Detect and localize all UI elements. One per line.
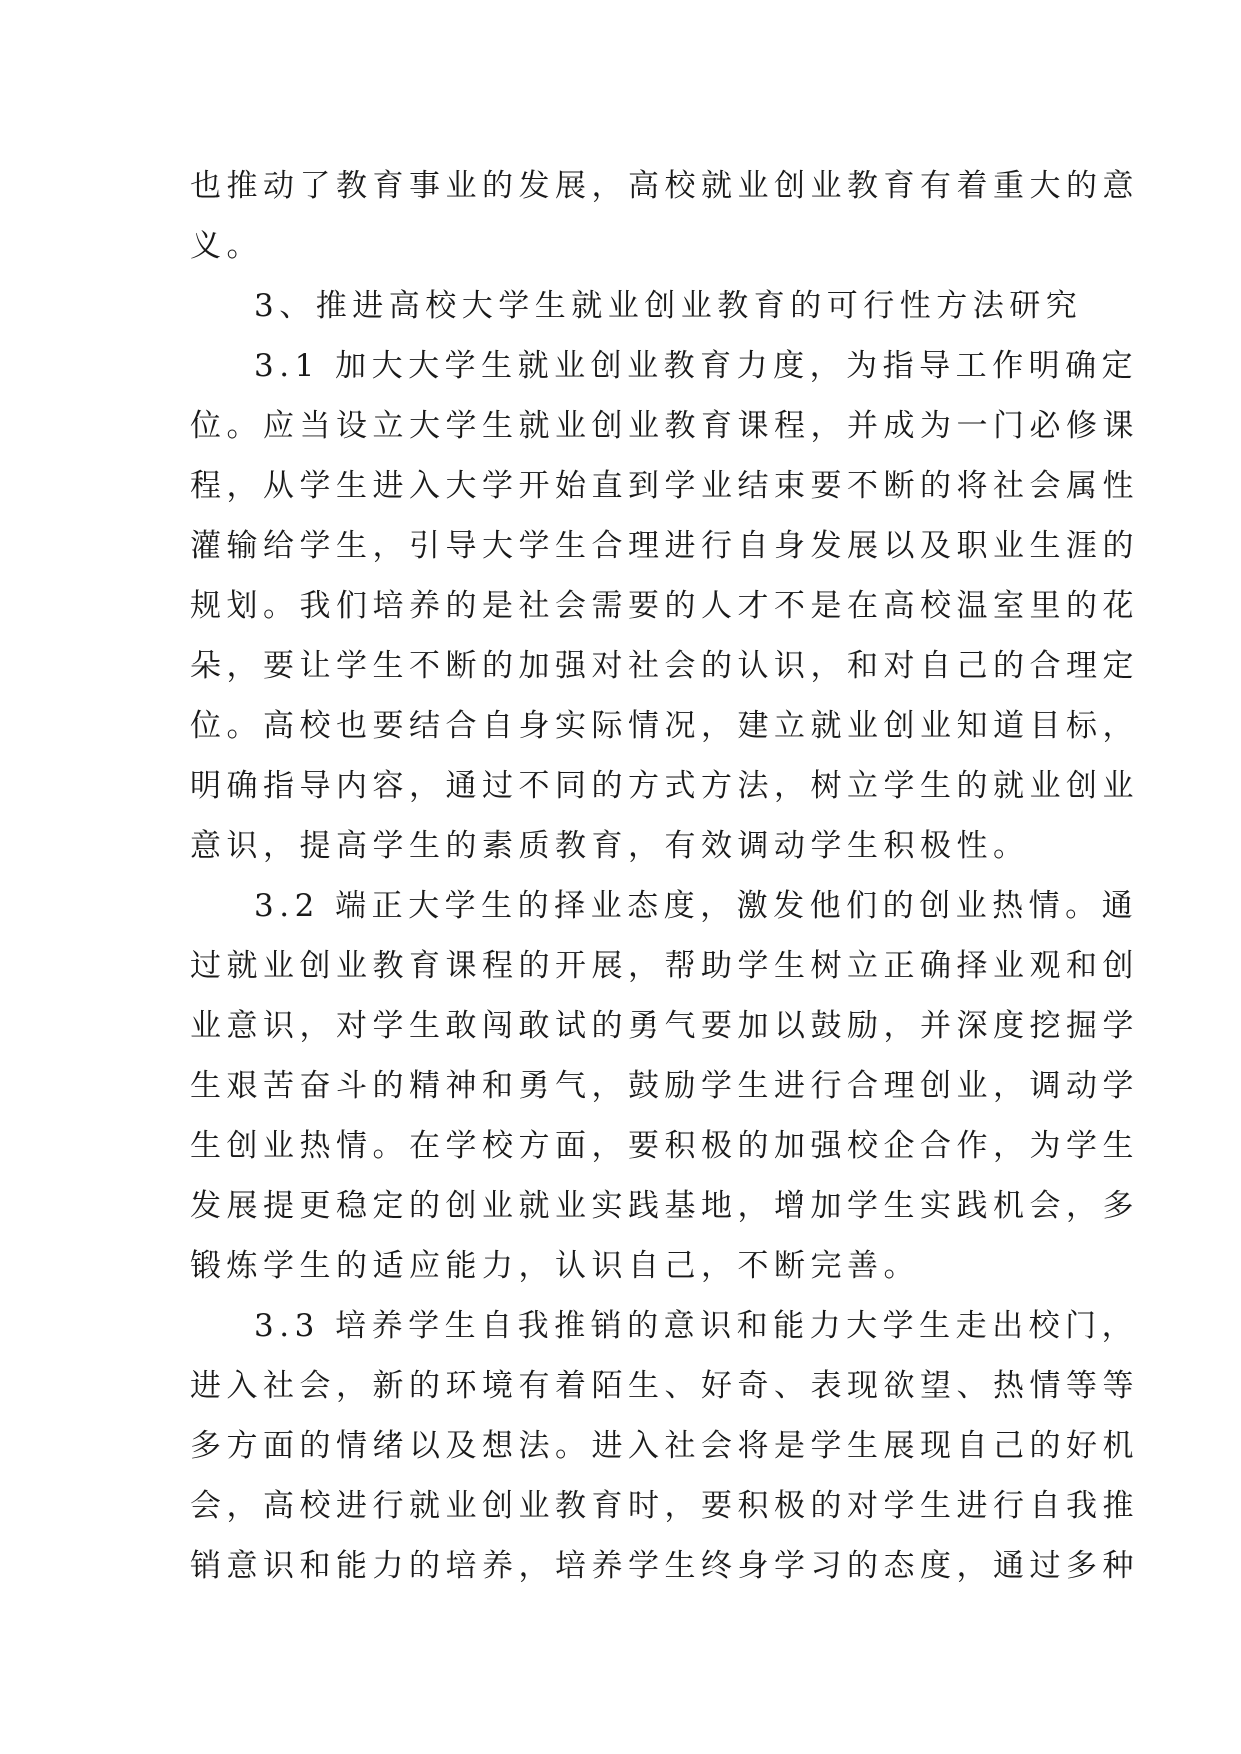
- text-line: 程，从学生进入大学开始直到学业结束要不断的将社会属性: [190, 468, 1139, 504]
- text-line: 业意识，对学生敢闯敢试的勇气要加以鼓励，并深度挖掘学: [190, 1008, 1139, 1044]
- subsection-heading: 3.2 端正大学生的择业态度，激发他们的创业热情。通: [254, 888, 1139, 924]
- text-line: 规划。我们培养的是社会需要的人才不是在高校温室里的花: [190, 588, 1139, 624]
- subsection-heading: 3.3 培养学生自我推销的意识和能力大学生走出校门，: [254, 1308, 1139, 1344]
- text-line: 也推动了教育事业的发展，高校就业创业教育有着重大的意: [190, 168, 1139, 204]
- text-line: 过就业创业教育课程的开展，帮助学生树立正确择业观和创: [190, 948, 1139, 984]
- text-line: 位。应当设立大学生就业创业教育课程，并成为一门必修课: [190, 408, 1139, 444]
- text-line: 发展提更稳定的创业就业实践基地，增加学生实践机会，多: [190, 1188, 1139, 1224]
- text-line: 朵，要让学生不断的加强对社会的认识，和对自己的合理定: [190, 648, 1139, 684]
- text-line: 位。高校也要结合自身实际情况，建立就业创业知道目标，: [190, 708, 1139, 744]
- text-line: 进入社会，新的环境有着陌生、好奇、表现欲望、热情等等: [190, 1368, 1139, 1404]
- text-line: 灌输给学生，引导大学生合理进行自身发展以及职业生涯的: [190, 528, 1139, 564]
- text-line: 生创业热情。在学校方面，要积极的加强校企合作，为学生: [190, 1128, 1139, 1164]
- text-line: 锻炼学生的适应能力，认识自己，不断完善。: [190, 1248, 920, 1284]
- text-line: 义。: [190, 228, 263, 264]
- text-line: 意识，提高学生的素质教育，有效调动学生积极性。: [190, 828, 1030, 864]
- text-line: 销意识和能力的培养，培养学生终身学习的态度，通过多种: [190, 1548, 1139, 1584]
- text-line: 会，高校进行就业创业教育时，要积极的对学生进行自我推: [190, 1488, 1139, 1524]
- text-line: 明确指导内容，通过不同的方式方法，树立学生的就业创业: [190, 768, 1139, 804]
- text-line: 多方面的情绪以及想法。进入社会将是学生展现自己的好机: [190, 1428, 1139, 1464]
- subsection-heading: 3.1 加大大学生就业创业教育力度，为指导工作明确定: [254, 348, 1139, 384]
- section-heading: 3、推进高校大学生就业创业教育的可行性方法研究: [254, 288, 1083, 324]
- text-line: 生艰苦奋斗的精神和勇气，鼓励学生进行合理创业，调动学: [190, 1068, 1139, 1104]
